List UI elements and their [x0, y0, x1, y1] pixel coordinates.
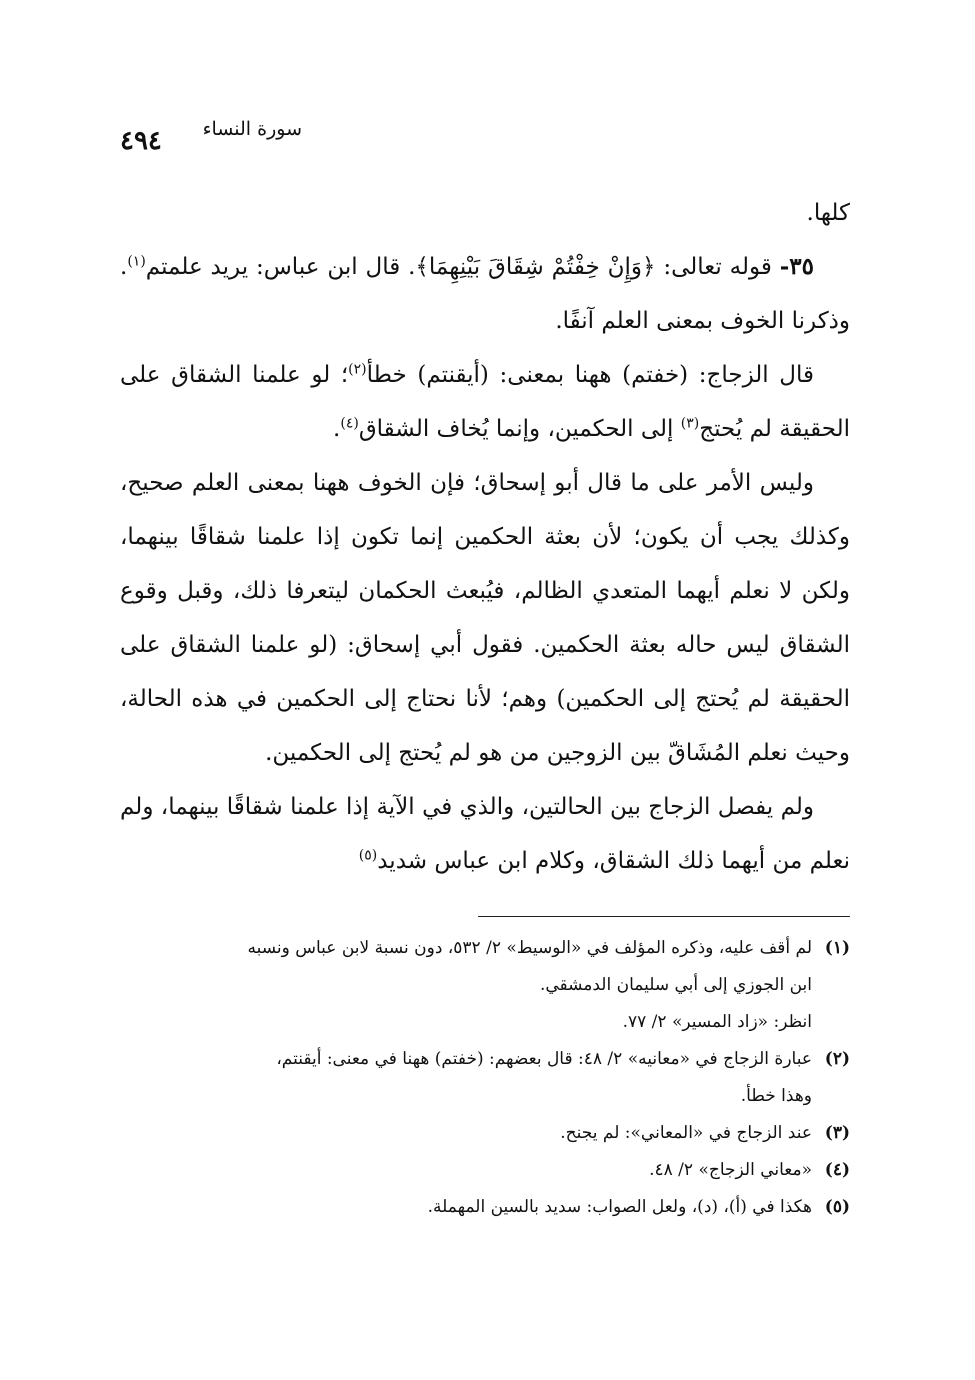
footnote-text	[120, 1115, 812, 1152]
paragraph-3	[120, 348, 850, 456]
paragraph-3-text-b: ؛ لو علمنا الشقاق على الحقيقة لم يُحتج	[120, 362, 850, 442]
footnote-text	[120, 930, 812, 1041]
page-number: ٤٩٤	[120, 126, 162, 156]
footnote-ref-2[interactable]: (٢)	[348, 361, 367, 378]
paragraph-3-text-d: .	[333, 416, 341, 442]
paragraph-1	[120, 186, 850, 240]
footnote-line: لم أقف عليه، وذكره المؤلف في «الوسيط» ٢/ ٥٣٢، دون نسبة لابن عباس ونسبه	[247, 938, 812, 958]
footnote-number: (٣)	[824, 1123, 850, 1143]
paragraph-2-text-b: . وذكرنا الخوف بمعنى العلم آنفًا.	[120, 254, 850, 334]
paragraph-2-text-a: قوله تعالى: ﴿وَإِنْ خِفْتُمْ شِقَاقَ بَيْنِهِمَا﴾. قال ابن عباس: يريد علمتم	[145, 254, 780, 280]
footnotes-section	[120, 930, 850, 1226]
footnote-line: وهذا خطأ.	[740, 1086, 812, 1106]
footnote-3	[120, 1115, 850, 1152]
footnote-number: (٥)	[824, 1197, 850, 1217]
main-text	[120, 186, 850, 888]
footnote-number: (١)	[824, 938, 850, 958]
footnote-separator	[478, 916, 850, 917]
paragraph-1-text: كلها.	[806, 200, 850, 226]
paragraph-3-text-c: إلى الحكمين، وإنما يُخاف الشقاق	[358, 416, 681, 442]
footnote-text	[120, 1041, 812, 1115]
footnote-ref-3[interactable]: (٣)	[680, 415, 700, 432]
paragraph-4-text: وليس الأمر على ما قال أبو إسحاق؛ فإن الخوف ههنا بمعنى العلم صحيح، وكذلك يجب أن يكون؛ لأن بعثة الحكمين إنما تكون إذا علمنا شقاقًا بينهما، ولكن لا نعلم أيهما المتعدي الظالم، فيُبعث الحكمان ليتعرفا ذلك، وقبل وقوع الشقاق ليس حاله بعثة الحكمين. فقول أبي إسحاق: (لو علمنا الشقاق على الحقيقة لم يُحتج إلى الحكمين) وهم؛ لأنا نحتاج إلى الحكمين في هذه الحالة، وحيث نعلم المُشَاقّ بين الزوجين من هو لم يُحتج إلى الحكمين.	[120, 470, 850, 766]
footnote-ref-4[interactable]: (٤)	[340, 415, 359, 432]
footnote-line: عند الزجاج في «المعاني»: لم يجنح.	[560, 1123, 812, 1143]
paragraph-4	[120, 456, 850, 780]
footnote-number: (٢)	[824, 1049, 850, 1069]
paragraph-3-text-a: قال الزجاج: (خفتم) ههنا بمعنى: (أيقنتم) خطأ	[366, 362, 814, 388]
footnote-line: انظر: «زاد المسير» ٢/ ٧٧.	[622, 1012, 812, 1032]
surah-title: سورة النساء	[202, 118, 302, 140]
footnote-ref-1[interactable]: (١)	[127, 253, 146, 270]
running-header	[120, 118, 850, 158]
paragraph-2	[120, 240, 850, 348]
footnote-4	[120, 1152, 850, 1189]
footnote-number: (٤)	[824, 1160, 850, 1180]
footnote-line: هكذا في (أ)، (د)، ولعل الصواب: سديد بالسين المهملة.	[427, 1197, 812, 1217]
footnote-line: ابن الجوزي إلى أبي سليمان الدمشقي.	[539, 975, 812, 995]
footnote-line: عبارة الزجاج في «معانيه» ٢/ ٤٨: قال بعضهم: (خفتم) ههنا في معنى: أيقنتم،	[276, 1049, 812, 1069]
footnote-5	[120, 1189, 850, 1226]
paragraph-5-text: ولم يفصل الزجاج بين الحالتين، والذي في الآية إذا علمنا شقاقًا بينهما، ولم نعلم من أيهما ذلك الشقاق، وكلام ابن عباس شديد	[120, 794, 850, 874]
footnote-text	[120, 1152, 812, 1189]
verse-number: ٣٥-	[779, 253, 814, 280]
footnote-ref-5[interactable]: (٥)	[358, 847, 378, 864]
footnote-text	[120, 1189, 812, 1226]
paragraph-5	[120, 780, 850, 888]
footnote-line: «معاني الزجاج» ٢/ ٤٨.	[649, 1160, 812, 1180]
footnote-2	[120, 1041, 850, 1115]
footnote-1	[120, 930, 850, 1041]
